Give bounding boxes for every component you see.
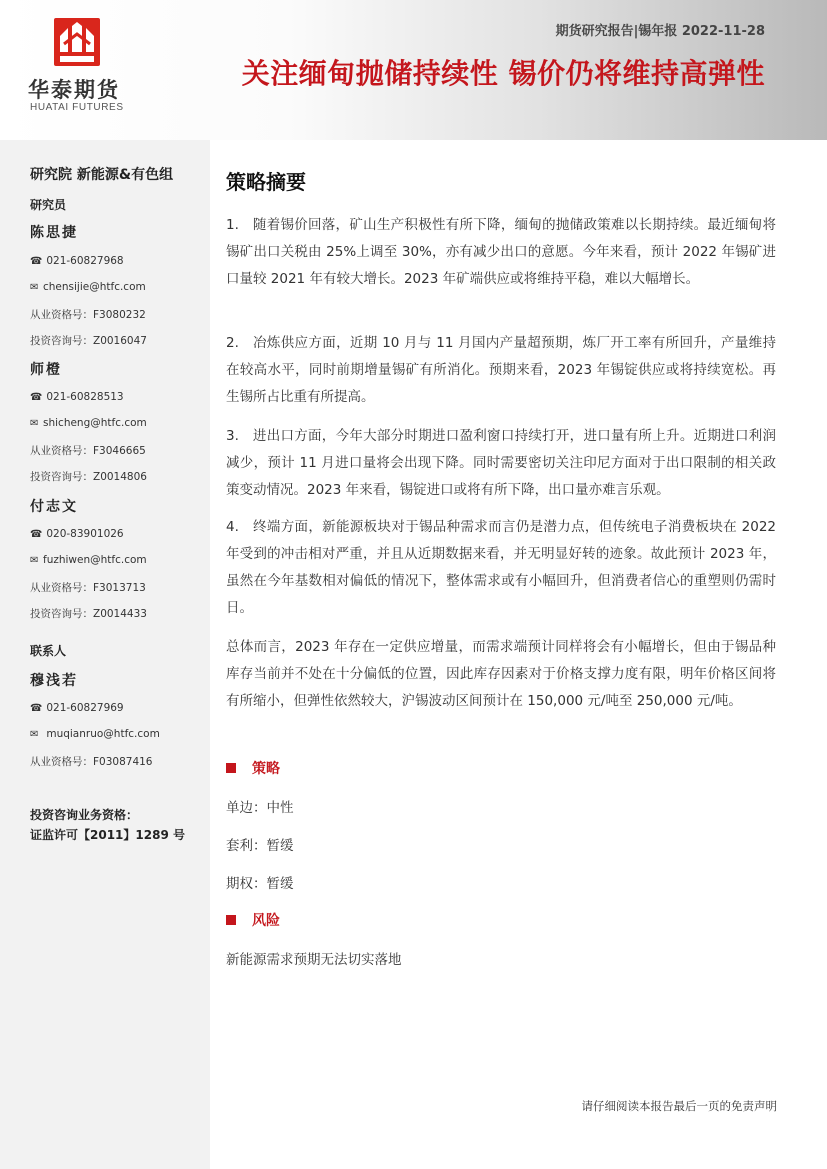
summary-paragraph: 3. 进出口方面，今年大部分时期进口盈利窗口持续打开，进口量有所上升。近期进口利润减少，预计 11 月进口量将会出现下降。同时需要密切关注印尼方面对于出口限制的相关政策变动情况。2023 年来看，锡锭进口或将有所下降，出口量亦难言乐观。 (226, 428, 776, 498)
phone-icon: ☎ (30, 392, 43, 403)
conclusion-paragraph: 总体而言，2023 年存在一定供应增量，而需求端预计同样将会有小幅增长，但由于锡品种库存当前并不处在十分偏低的位置，因此库存因素对于价格支撑力度有限，明年价格区间将有所缩小，但弹性依然较大，沪锡波动区间预计在 150,000 元/吨至 250,000 元/吨。 (226, 639, 776, 709)
analyst-sidebar (0, 140, 210, 1169)
contact-email[interactable] (30, 728, 160, 740)
practice-license: 从业资格号：F03087416 (30, 756, 153, 768)
square-bullet-icon (226, 915, 236, 925)
summary-paragraph: 2. 冶炼供应方面，近期 10 月与 11 月国内产量超预期，炼厂开工率有所回升，产量维持在较高水平，同时前期增量锡矿有所消化。预期来看，2023 年锡锭供应或将持续宽松。再生锡所占比重有所提高。 (226, 335, 776, 405)
phone-icon: ☎ (30, 703, 43, 714)
email-address[interactable]: fuzhiwen@htfc.com (43, 554, 147, 566)
mail-icon: ✉ (30, 729, 39, 740)
phone-icon: ☎ (30, 256, 43, 267)
researcher-name: 付志文 (30, 499, 78, 515)
researcher-label: 研究员 (30, 198, 67, 212)
phone-number: 021-60828513 (46, 391, 124, 403)
risk-heading-label: 风险 (252, 913, 280, 929)
phone-number: 020-83901026 (46, 528, 124, 540)
strategy-heading-label: 策略 (252, 761, 280, 777)
email-address[interactable]: chensijie@htfc.com (43, 281, 146, 293)
qualification-license: 证监许可【2011】1289 号 (30, 828, 185, 842)
risk-text: 新能源需求预期无法切实落地 (226, 952, 402, 968)
square-bullet-icon (226, 763, 236, 773)
strategy-item: 单边：中性 (226, 800, 294, 816)
researcher-name: 陈思捷 (30, 225, 78, 241)
report-headline: 关注缅甸抛储持续性 锡价仍将维持高弹性 (241, 57, 765, 90)
researcher-email[interactable] (30, 554, 147, 566)
strategy-item: 套利：暂缓 (226, 838, 294, 854)
strategy-item: 期权：暂缓 (226, 876, 294, 892)
risk-heading (226, 910, 280, 930)
summary-paragraph: 4. 终端方面，新能源板块对于锡品种需求而言仍是潜力点，但传统电子消费板块在 2022 年受到的冲击相对严重，并且从近期数据来看，并无明显好转的迹象。故此预计 2023 年，虽然在今年基数相对偏低的情况下，整体需求或有小幅回升，但消费者信心的重塑则仍需时日。 (226, 519, 776, 616)
researcher-email[interactable] (30, 417, 147, 429)
phone-number: 021-60827968 (46, 255, 124, 267)
practice-license: 从业资格号：F3080232 (30, 309, 146, 321)
advisory-license: 投资咨询号：Z0014806 (30, 471, 147, 483)
researcher-phone (30, 255, 124, 267)
mail-icon: ✉ (30, 418, 39, 429)
huatai-logo (28, 18, 138, 118)
qualification-title: 投资咨询业务资格： (30, 808, 139, 822)
researcher-email[interactable] (30, 281, 146, 293)
mail-icon: ✉ (30, 555, 39, 566)
huatai-logo-mark (54, 18, 100, 66)
researcher-phone (30, 528, 124, 540)
practice-license: 从业资格号：F3046665 (30, 445, 146, 457)
disclaimer-note: 请仔细阅读本报告最后一页的免责声明 (581, 1099, 777, 1113)
contact-name: 穆浅若 (30, 673, 78, 689)
report-header (0, 0, 827, 140)
researcher-phone (30, 391, 124, 403)
mail-icon: ✉ (30, 282, 39, 293)
researcher-name: 师橙 (30, 362, 62, 378)
contact-phone (30, 702, 124, 714)
logo-chinese-name: 华泰期货 (28, 78, 120, 102)
advisory-license: 投资咨询号：Z0014433 (30, 608, 147, 620)
practice-license: 从业资格号：F3013713 (30, 582, 146, 594)
strategy-heading (226, 758, 280, 778)
contact-label: 联系人 (30, 644, 67, 658)
logo-english-name: HUATAI FUTURES (30, 102, 124, 113)
summary-title: 策略摘要 (226, 170, 306, 194)
summary-paragraph: 1. 随着锡价回落，矿山生产积极性有所下降，缅甸的抛储政策难以长期持续。最近缅甸将锡矿出口关税由 25%上调至 30%，亦有减少出口的意愿。今年来看，预计 2022 年锡矿进口量较 2021 年有较大增长。2023 年矿端供应或将维持平稳，难以大幅增长。 (226, 217, 776, 287)
phone-number: 021-60827969 (46, 702, 124, 714)
email-address[interactable]: muqianruo@htfc.com (46, 728, 160, 740)
department-title: 研究院 新能源&有色组 (30, 167, 174, 183)
phone-icon: ☎ (30, 529, 43, 540)
report-meta: 期货研究报告|锡年报 2022-11-28 (555, 24, 765, 39)
email-address[interactable]: shicheng@htfc.com (43, 417, 147, 429)
advisory-license: 投资咨询号：Z0016047 (30, 335, 147, 347)
